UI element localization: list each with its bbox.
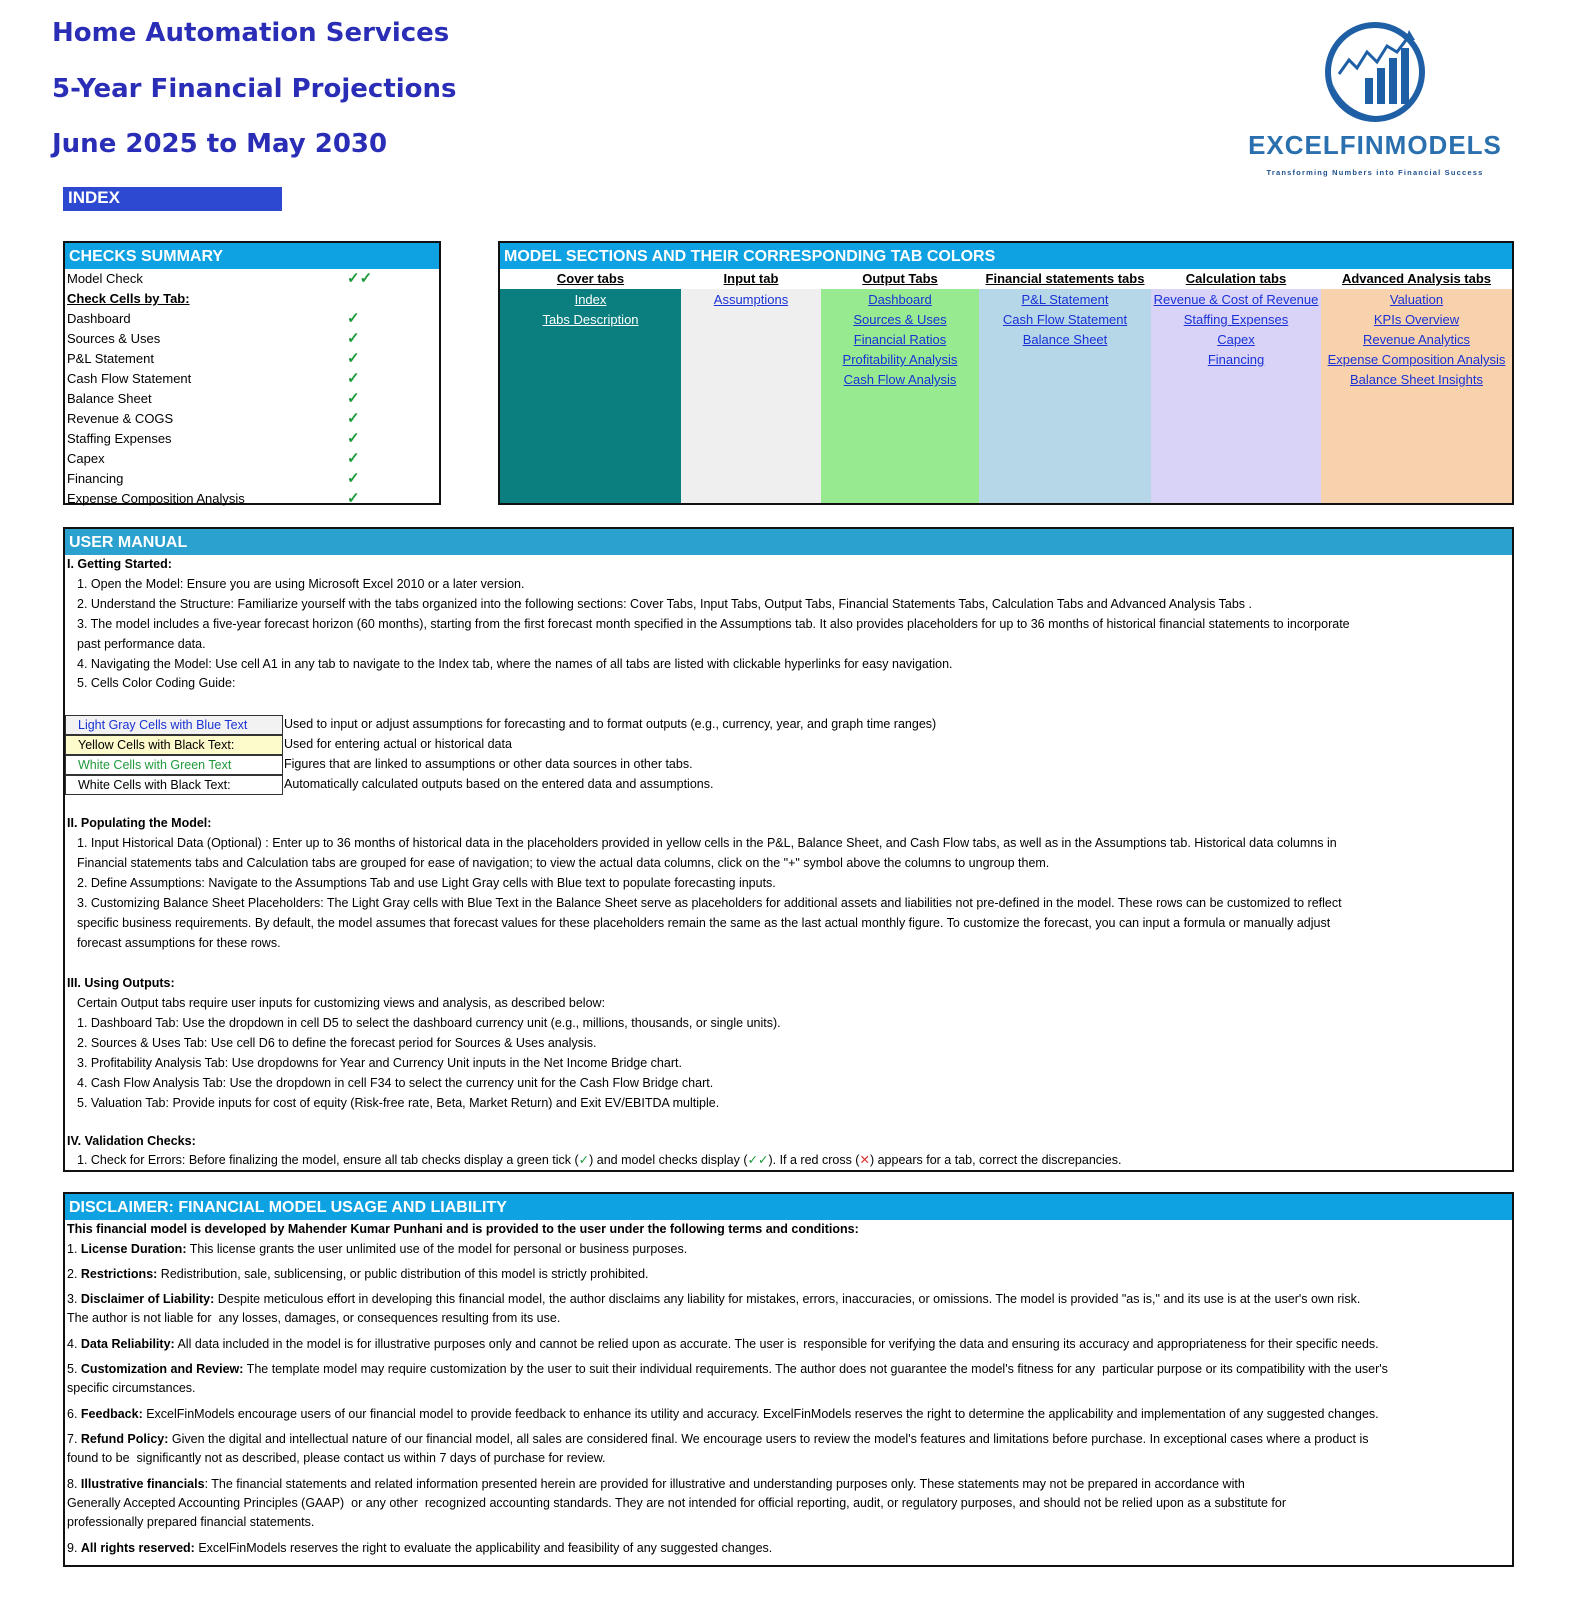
section-color-block bbox=[1321, 289, 1512, 503]
disclaimer-term: Customization and Review: bbox=[80, 1362, 244, 1376]
manual-text: 2. Understand the Structure: Familiarize yourself with the tabs organized into the following sections: Cover Tabs, Input Tabs, Output Tabs, Financial Statements Tabs, Calculation Tabs and Advanced Analysis Tabs . bbox=[77, 597, 1252, 611]
disclaimer-line bbox=[67, 1311, 560, 1325]
tab-hyperlink[interactable]: Profitability Analysis bbox=[842, 352, 958, 367]
logo-tagline: Transforming Numbers into Financial Success bbox=[1266, 168, 1484, 177]
checks-summary-title: CHECKS SUMMARY bbox=[65, 243, 439, 269]
disclaimer-number: 1. bbox=[67, 1242, 81, 1256]
color-description: Used for entering actual or historical data bbox=[284, 737, 512, 751]
color-sample-cell: Yellow Cells with Black Text: bbox=[65, 735, 283, 755]
disclaimer-text: : The financial statements and related information presented herein are provided for illustrative and understanding purposes only. These statements may not be prepared in accordance with bbox=[204, 1477, 1245, 1491]
tab-hyperlink[interactable]: Balance Sheet Insights bbox=[1350, 372, 1483, 387]
tab-hyperlink[interactable]: Revenue Analytics bbox=[1363, 332, 1470, 347]
manual-text: 4. Navigating the Model: Use cell A1 in any tab to navigate to the Index tab, where the names of all tabs are listed with clickable hyperlinks for easy navigation. bbox=[77, 657, 953, 671]
validation-text bbox=[77, 1152, 1121, 1167]
model-sections-title: MODEL SECTIONS AND THEIR CORRESPONDING TAB COLORS bbox=[500, 243, 1512, 269]
check-cells-heading: Check Cells by Tab: bbox=[67, 291, 190, 306]
manual-text: 3. Profitability Analysis Tab: Use dropdowns for Year and Currency Unit inputs in the Net Income Bridge chart. bbox=[77, 1056, 682, 1070]
model-check-row bbox=[65, 269, 439, 289]
check-label: Expense Composition Analysis bbox=[67, 491, 245, 506]
disclaimer-text: specific circumstances. bbox=[67, 1381, 196, 1395]
check-icon: ✓ bbox=[347, 370, 360, 387]
check-label: Sources & Uses bbox=[67, 331, 161, 346]
disclaimer-line bbox=[67, 1541, 772, 1555]
section-color-block bbox=[821, 289, 979, 503]
check-row bbox=[65, 369, 439, 389]
disclaimer-term: Refund Policy: bbox=[80, 1432, 169, 1446]
check-icon: ✓ bbox=[347, 330, 360, 347]
model-sections-panel bbox=[498, 241, 1514, 505]
check-label: Financing bbox=[67, 471, 124, 486]
disclaimer-term: Restrictions: bbox=[80, 1267, 158, 1281]
color-sample-cell: Light Gray Cells with Blue Text bbox=[65, 715, 283, 735]
tab-hyperlink[interactable]: Cash Flow Statement bbox=[1002, 312, 1128, 327]
check-label: Dashboard bbox=[67, 311, 131, 326]
check-row bbox=[65, 489, 439, 509]
disclaimer-line bbox=[67, 1477, 1245, 1491]
disclaimer-text: Generally Accepted Accounting Principles (GAAP) or any other recognized accounting standards. They are not intended for official reporting, audit, or regulatory purposes, and should not be relied upon as a substitute for bbox=[67, 1496, 1287, 1510]
check-row bbox=[65, 309, 439, 329]
tab-hyperlink[interactable]: Cash Flow Analysis bbox=[843, 372, 957, 387]
manual-text: 5. Valuation Tab: Provide inputs for cost of equity (Risk-free rate, Beta, Market Return) and Exit EV/EBITDA multiple. bbox=[77, 1096, 720, 1110]
double-tick-icon: ✓✓ bbox=[747, 1153, 769, 1167]
checks-summary-panel bbox=[63, 241, 441, 505]
logo-brand-text: EXCELFINMODELS bbox=[1248, 130, 1502, 160]
check-row bbox=[65, 449, 439, 469]
disclaimer-text: Redistribution, sale, sublicensing, or public distribution of this model is strictly prohibited. bbox=[157, 1267, 649, 1281]
disclaimer-number: 9. bbox=[67, 1541, 81, 1555]
model-check-label: Model Check bbox=[67, 271, 143, 286]
disclaimer-text: Despite meticulous effort in developing this financial model, the author disclaims any liability for mistakes, errors, inaccuracies, or omissions. The model is provided "as is," and its use is at the user's own risk. bbox=[214, 1292, 1361, 1306]
disclaimer-number: 5. bbox=[67, 1362, 81, 1376]
manual-text: 2. Define Assumptions: Navigate to the Assumptions Tab and use Light Gray cells with Blue text to populate forecasting inputs. bbox=[77, 876, 776, 890]
disclaimer-line bbox=[67, 1381, 196, 1395]
red-cross-icon: ✕ bbox=[859, 1153, 870, 1167]
check-label: Staffing Expenses bbox=[67, 431, 172, 446]
manual-text: 5. Cells Color Coding Guide: bbox=[77, 676, 236, 690]
disclaimer-line bbox=[67, 1242, 687, 1256]
manual-text: 4. Cash Flow Analysis Tab: Use the dropdown in cell F34 to select the currency unit for the Cash Flow Bridge chart. bbox=[77, 1076, 714, 1090]
section-columns bbox=[500, 269, 1512, 503]
excelfinmodels-logo bbox=[1230, 22, 1520, 182]
check-row bbox=[65, 349, 439, 369]
manual-text: specific business requirements. By default, the model assumes that forecast values for these placeholders remain the same as the last actual monthly figure. To customize the forecast, you can input a formula or manually adjust bbox=[77, 916, 1331, 930]
green-tick-icon: ✓ bbox=[578, 1153, 590, 1167]
check-icon: ✓ bbox=[347, 470, 360, 487]
check-label: Balance Sheet bbox=[67, 391, 152, 406]
tab-hyperlink[interactable]: Balance Sheet bbox=[1022, 332, 1108, 347]
tab-hyperlink[interactable]: Dashboard bbox=[868, 292, 932, 307]
color-sample-cell: White Cells with Green Text bbox=[65, 755, 283, 775]
check-icon: ✓ bbox=[347, 350, 360, 367]
manual-text: Certain Output tabs require user inputs for customizing views and analysis, as described below: bbox=[77, 996, 606, 1010]
tab-hyperlink[interactable]: Financing bbox=[1207, 352, 1265, 367]
check-cells-heading-row bbox=[65, 289, 439, 309]
disclaimer-term: Data Reliability: bbox=[80, 1337, 175, 1351]
manual-text: 2. Sources & Uses Tab: Use cell D6 to define the forecast period for Sources & Uses analysis. bbox=[77, 1036, 597, 1050]
section-column bbox=[1321, 269, 1512, 503]
disclaimer-text: found to be significantly not as described, please contact us within 7 days of purchase for review. bbox=[67, 1451, 606, 1465]
disclaimer-text: The author is not liable for any losses, damages, or consequences resulting from its use. bbox=[67, 1311, 561, 1325]
disclaimer-text: ExcelFinModels encourage users of our financial model to provide feedback to enhance its utility and accuracy. ExcelFinModels reserves the right to determine the applicability and implementation of any suggested changes. bbox=[142, 1407, 1379, 1421]
disclaimer-term: Illustrative financials bbox=[80, 1477, 205, 1491]
manual-text: 1. Check for Errors: Before finalizing the model, ensure all tab checks display a green tick ( bbox=[77, 1153, 579, 1167]
disclaimer-term: All rights reserved: bbox=[80, 1541, 195, 1555]
section-column-header: Cover tabs bbox=[500, 269, 681, 289]
check-row bbox=[65, 429, 439, 449]
check-icon: ✓ bbox=[347, 430, 360, 447]
disclaimer-line bbox=[67, 1337, 1379, 1351]
section-column bbox=[821, 269, 979, 503]
manual-text: ) appears for a tab, correct the discrepancies. bbox=[869, 1153, 1122, 1167]
disclaimer-line bbox=[67, 1292, 1360, 1306]
manual-text: forecast assumptions for these rows. bbox=[77, 936, 281, 950]
tab-hyperlink[interactable]: Index bbox=[574, 292, 607, 307]
check-label: Cash Flow Statement bbox=[67, 371, 192, 386]
manual-text: 1. Dashboard Tab: Use the dropdown in cell D5 to select the dashboard currency unit (e.g., millions, thousands, or single units). bbox=[77, 1016, 781, 1030]
disclaimer-line bbox=[67, 1432, 1368, 1446]
period-title: June 2025 to May 2030 bbox=[52, 129, 388, 159]
disclaimer-text: professionally prepared financial statements. bbox=[67, 1515, 315, 1529]
disclaimer-number: 8. bbox=[67, 1477, 81, 1491]
disclaimer-number: 6. bbox=[67, 1407, 81, 1421]
disclaimer-line bbox=[67, 1267, 649, 1281]
disclaimer-line bbox=[67, 1451, 606, 1465]
tab-hyperlink[interactable]: Valuation bbox=[1389, 292, 1444, 307]
manual-text: 3. The model includes a five-year forecast horizon (60 months), starting from the first forecast month specified in the Assumptions tab. It also provides placeholders for up to 36 months of historical financial statements to incorporate bbox=[77, 617, 1350, 631]
check-label: P&L Statement bbox=[67, 351, 154, 366]
disclaimer-term: Feedback: bbox=[80, 1407, 143, 1421]
projection-title: 5-Year Financial Projections bbox=[52, 74, 457, 104]
disclaimer-number: 3. bbox=[67, 1292, 81, 1306]
index-label: INDEX bbox=[63, 187, 282, 211]
check-row bbox=[65, 409, 439, 429]
tab-hyperlink[interactable]: Sources & Uses bbox=[853, 312, 947, 327]
using-outputs-heading: III. Using Outputs: bbox=[67, 976, 175, 990]
tab-hyperlink[interactable]: Financial Ratios bbox=[853, 332, 947, 347]
check-icon: ✓ bbox=[347, 450, 360, 467]
logo-emblem-icon bbox=[1325, 22, 1425, 122]
section-column-header: Input tab bbox=[681, 269, 821, 289]
tab-hyperlink[interactable]: Staffing Expenses bbox=[1183, 312, 1289, 327]
manual-text: 1. Open the Model: Ensure you are using Microsoft Excel 2010 or a later version. bbox=[77, 577, 525, 591]
disclaimer-term: License Duration: bbox=[80, 1242, 187, 1256]
validation-heading: IV. Validation Checks: bbox=[67, 1134, 196, 1148]
tab-hyperlink[interactable]: Assumptions bbox=[713, 292, 789, 307]
user-manual-title: USER MANUAL bbox=[65, 529, 1512, 555]
section-column bbox=[500, 269, 681, 503]
disclaimer-text: All data included in the model is for illustrative purposes only and cannot be relied upon as accurate. The user is responsible for verifying the data and ensuring its accuracy and appropriateness for their specific needs. bbox=[174, 1337, 1379, 1351]
tab-hyperlink[interactable]: P&L Statement bbox=[1021, 292, 1109, 307]
section-color-block bbox=[681, 289, 821, 503]
disclaimer-panel bbox=[63, 1192, 1514, 1567]
user-manual-panel bbox=[63, 527, 1514, 1172]
disclaimer-title: DISCLAIMER: FINANCIAL MODEL USAGE AND LIABILITY bbox=[65, 1194, 1512, 1220]
tab-hyperlink[interactable]: KPIs Overview bbox=[1373, 312, 1460, 327]
disclaimer-number: 2. bbox=[67, 1267, 81, 1281]
section-column-header: Advanced Analysis tabs bbox=[1321, 269, 1512, 289]
disclaimer-text: ExcelFinModels reserves the right to evaluate the applicability and feasibility of any suggested changes. bbox=[194, 1541, 773, 1555]
disclaimer-term: Disclaimer of Liability: bbox=[80, 1292, 215, 1306]
disclaimer-line bbox=[67, 1496, 1286, 1510]
color-description: Automatically calculated outputs based on the entered data and assumptions. bbox=[284, 777, 714, 791]
company-title: Home Automation Services bbox=[52, 18, 450, 48]
disclaimer-text: This license grants the user unlimited use of the model for personal or business purposes. bbox=[186, 1242, 688, 1256]
disclaimer-number: 4. bbox=[67, 1337, 81, 1351]
section-color-block bbox=[979, 289, 1151, 503]
section-column-header: Financial statements tabs bbox=[979, 269, 1151, 289]
section-column-header: Calculation tabs bbox=[1151, 269, 1321, 289]
disclaimer-line bbox=[67, 1362, 1388, 1376]
manual-text: past performance data. bbox=[77, 637, 206, 651]
check-row bbox=[65, 389, 439, 409]
disclaimer-intro: This financial model is developed by Mahender Kumar Punhani and is provided to the user under the following terms and conditions: bbox=[67, 1222, 859, 1236]
check-icon: ✓ bbox=[347, 490, 360, 507]
check-icon: ✓ bbox=[347, 410, 360, 427]
disclaimer-text: The template model may require customization by the user to suit their individual requirements. The author does not guarantee the model's fitness for any particular purpose or its compatibility with the user's bbox=[243, 1362, 1388, 1376]
check-label: Capex bbox=[67, 451, 105, 466]
check-row bbox=[65, 329, 439, 349]
disclaimer-text: Given the digital and intellectual nature of our financial model, all sales are considered final. We encourage users to review the model's features and limitations before purchase. In exceptional cases where a product is bbox=[168, 1432, 1369, 1446]
double-check-icon: ✓✓ bbox=[347, 270, 373, 287]
check-label: Revenue & COGS bbox=[67, 411, 174, 426]
disclaimer-number: 7. bbox=[67, 1432, 81, 1446]
check-row bbox=[65, 469, 439, 489]
section-column-header: Output Tabs bbox=[821, 269, 979, 289]
check-icon: ✓ bbox=[347, 390, 360, 407]
color-description: Figures that are linked to assumptions or other data sources in other tabs. bbox=[284, 757, 693, 771]
populating-heading: II. Populating the Model: bbox=[67, 816, 212, 830]
section-column bbox=[1151, 269, 1321, 503]
tab-hyperlink[interactable]: Revenue & Cost of Revenue bbox=[1153, 292, 1319, 307]
tab-hyperlink[interactable]: Tabs Description bbox=[542, 312, 639, 327]
tab-hyperlink[interactable]: Expense Composition Analysis bbox=[1327, 352, 1506, 367]
check-icon: ✓ bbox=[347, 310, 360, 327]
getting-started-heading: I. Getting Started: bbox=[67, 557, 172, 571]
section-color-block bbox=[500, 289, 681, 503]
section-column bbox=[979, 269, 1151, 503]
manual-text: 3. Customizing Balance Sheet Placeholders: The Light Gray cells with Blue Text in the Balance Sheet serve as placeholders for additional assets and liabilities not pre-defined in the model. These rows can be customized to reflect bbox=[77, 896, 1342, 910]
disclaimer-line bbox=[67, 1407, 1379, 1421]
color-description: Used to input or adjust assumptions for forecasting and to format outputs (e.g., currency, year, and graph time ranges) bbox=[284, 717, 937, 731]
manual-text: 1. Input Historical Data (Optional) : Enter up to 36 months of historical data in the placeholders provided in yellow cells in the P&L, Balance Sheet, and Cash Flow tabs, as well as in the Assumptions tab. Historical data columns in bbox=[77, 836, 1337, 850]
manual-text: ) and model checks display ( bbox=[589, 1153, 748, 1167]
manual-text: Financial statements tabs and Calculation tabs are grouped for ease of navigation; to view the actual data columns, click on the "+" symbol above the columns to ungroup them. bbox=[77, 856, 1050, 870]
section-column bbox=[681, 269, 821, 503]
section-color-block bbox=[1151, 289, 1321, 503]
tab-hyperlink[interactable]: Capex bbox=[1217, 332, 1255, 347]
manual-text: ). If a red cross ( bbox=[768, 1153, 860, 1167]
check-items-list bbox=[65, 309, 439, 509]
color-sample-cell: White Cells with Black Text: bbox=[65, 775, 283, 795]
disclaimer-line bbox=[67, 1515, 314, 1529]
